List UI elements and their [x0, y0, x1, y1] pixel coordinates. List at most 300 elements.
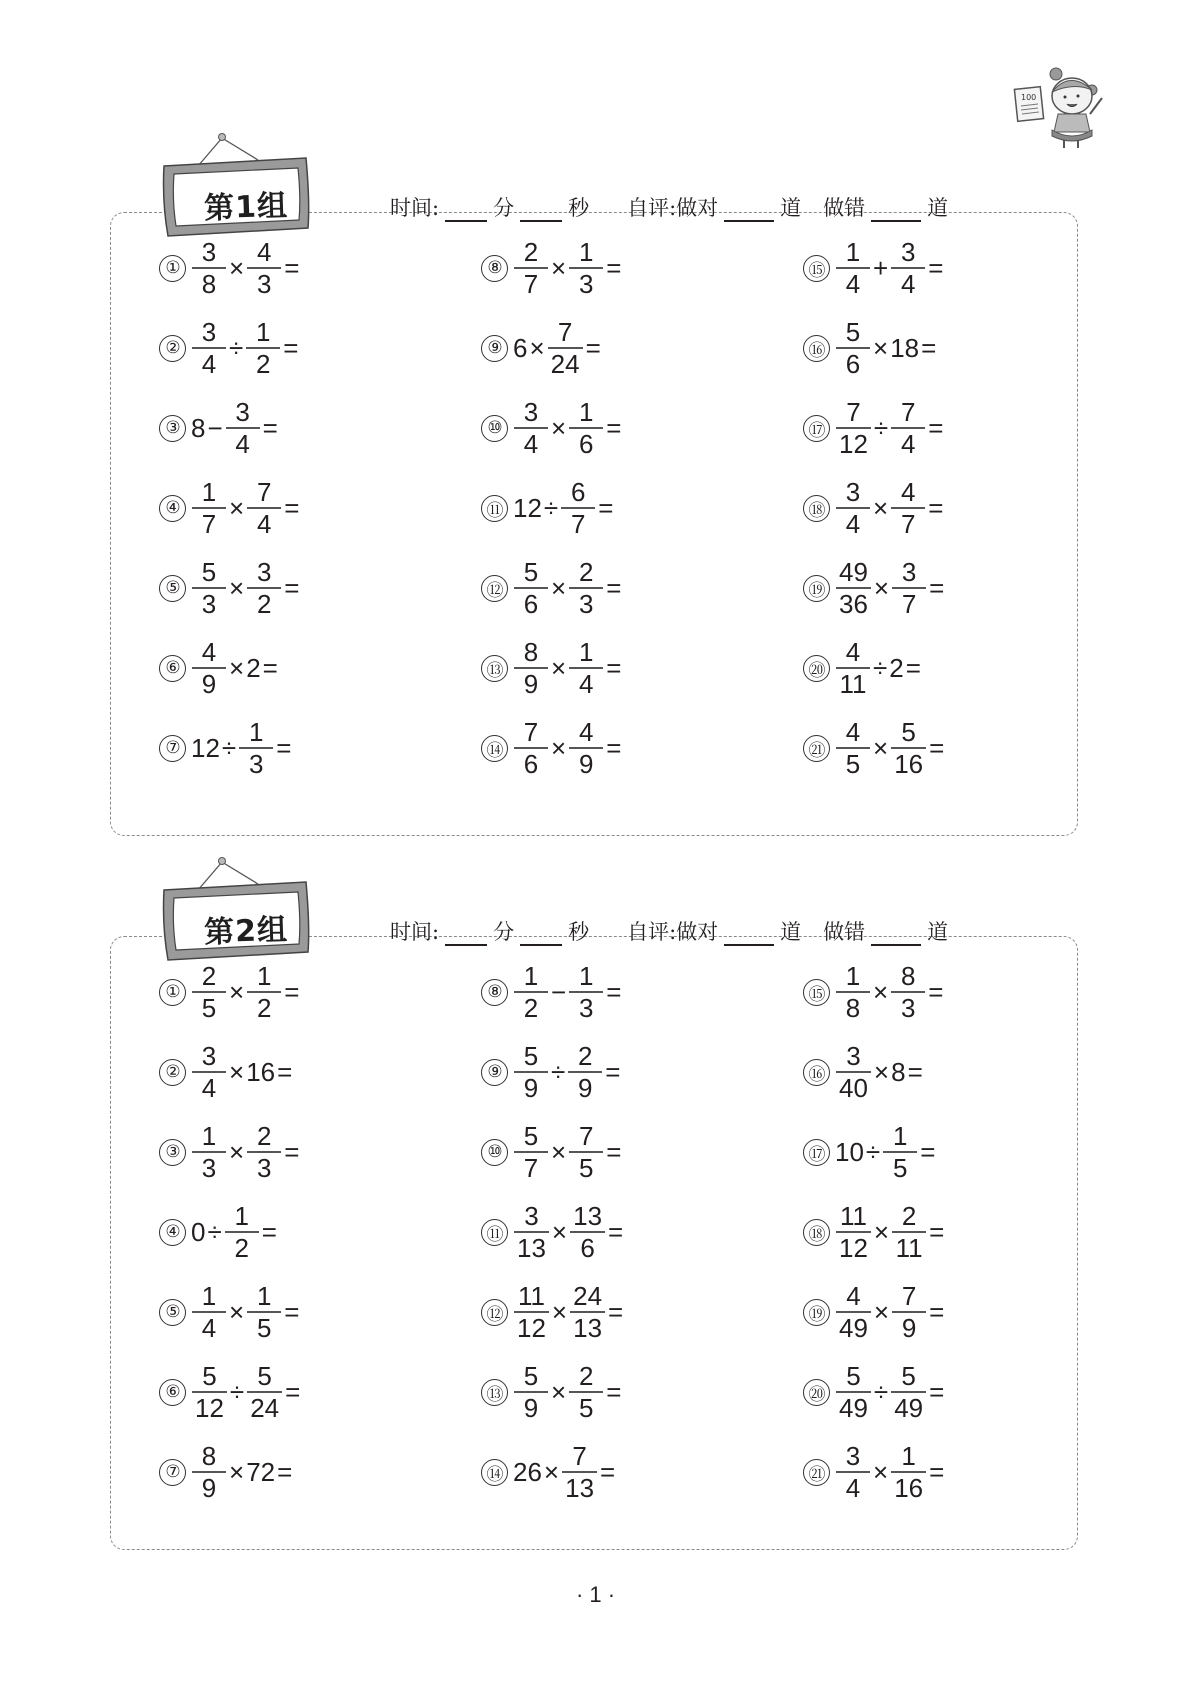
operator: × [229, 1136, 245, 1167]
operator: × [873, 332, 889, 363]
integer: 8 [191, 412, 206, 443]
denominator: 6 [845, 348, 861, 379]
numerator: 2 [523, 237, 539, 268]
minutes-unit: 分 [493, 196, 515, 220]
fraction [836, 1361, 871, 1423]
denominator: 2 [256, 588, 272, 619]
numerator: 6 [570, 477, 586, 508]
operator: ÷ [865, 1136, 881, 1167]
problem-item [803, 1437, 945, 1507]
equals-sign: = [284, 1136, 300, 1167]
equals-sign: = [929, 1456, 945, 1487]
equals-sign: = [284, 492, 300, 523]
problem-number: ④ [159, 495, 186, 522]
numerator: 1 [578, 637, 594, 668]
integer: 12 [191, 732, 220, 763]
fraction [225, 1201, 259, 1263]
numerator: 7 [900, 397, 916, 428]
fraction [883, 1121, 917, 1183]
problem-number: ⑲ [803, 575, 830, 602]
operator: × [551, 252, 567, 283]
fraction [569, 637, 603, 699]
denominator: 3 [201, 1152, 217, 1183]
operator: × [229, 1056, 245, 1087]
problem-item [159, 1277, 300, 1347]
group-title: 第1组 [203, 188, 289, 227]
problem-item [481, 1037, 621, 1107]
fraction [514, 1041, 548, 1103]
numerator: 3 [900, 237, 916, 268]
equals-sign: = [277, 1456, 293, 1487]
equals-sign: = [907, 1056, 923, 1087]
numerator: 7 [557, 317, 573, 348]
fraction [836, 961, 870, 1023]
wrong-count-blank[interactable] [871, 926, 921, 946]
problem-number: ⑪ [481, 1219, 508, 1246]
problem-number: ⑨ [481, 1059, 508, 1086]
self-eval-label: 自评:做对 [627, 920, 719, 944]
denominator: 11 [895, 1232, 923, 1263]
page-number: · 1 · [575, 1582, 616, 1607]
fraction [247, 1361, 282, 1423]
denominator: 7 [523, 268, 539, 299]
integer: 6 [513, 332, 528, 363]
equals-sign: = [905, 652, 921, 683]
operator: × [873, 1056, 890, 1087]
numerator: 1 [523, 961, 539, 992]
numerator: 4 [201, 637, 217, 668]
operator: × [873, 492, 889, 523]
operator: ÷ [551, 1056, 566, 1087]
fraction [892, 1281, 926, 1343]
problem-item [159, 1197, 278, 1267]
problem-item [803, 1197, 945, 1267]
group-header [160, 132, 1090, 242]
problem-number: ⑬ [481, 655, 508, 682]
operator: − [207, 412, 223, 443]
operator: ÷ [229, 332, 244, 363]
operator: × [551, 412, 567, 443]
denominator: 24 [550, 348, 580, 379]
numerator: 5 [523, 1361, 539, 1392]
fraction [568, 1041, 602, 1103]
equals-sign: = [920, 1136, 936, 1167]
operator: × [551, 1216, 568, 1247]
problem-number: ⑮ [803, 255, 830, 282]
fraction [836, 1201, 871, 1263]
denominator: 9 [201, 1472, 217, 1503]
problem-item [803, 1117, 936, 1187]
denominator: 4 [201, 1312, 217, 1343]
fraction [891, 397, 925, 459]
equals-sign: = [606, 572, 622, 603]
numerator: 3 [201, 317, 217, 348]
numerator: 5 [523, 1121, 539, 1152]
equals-sign: = [285, 1376, 301, 1407]
fraction [247, 961, 281, 1023]
equals-sign: = [606, 252, 622, 283]
denominator: 12 [839, 1232, 868, 1263]
integer: 0 [191, 1216, 206, 1247]
problem-number: ⑭ [481, 735, 508, 762]
numerator: 8 [523, 637, 539, 668]
numerator: 7 [901, 1281, 917, 1312]
numerator: 2 [901, 1201, 917, 1232]
problem-item [803, 1037, 924, 1107]
equals-sign: = [606, 1376, 622, 1407]
problem-item [481, 313, 602, 383]
operator: × [529, 332, 545, 363]
denominator: 3 [256, 1152, 272, 1183]
fraction [246, 317, 280, 379]
denominator: 5 [578, 1152, 594, 1183]
wrong-unit: 道 [927, 196, 949, 220]
operator: ÷ [873, 652, 888, 683]
numerator: 3 [235, 397, 250, 428]
problem-number: ⑤ [159, 1299, 186, 1326]
fraction [192, 961, 226, 1023]
problem-number: ⑦ [159, 735, 186, 762]
problem-number: ④ [159, 1219, 186, 1246]
equals-sign: = [929, 732, 945, 763]
denominator: 4 [523, 428, 539, 459]
operator: ÷ [873, 412, 889, 443]
denominator: 49 [839, 1312, 868, 1343]
fraction [891, 717, 926, 779]
numerator: 4 [578, 717, 594, 748]
numerator: 3 [524, 1201, 539, 1232]
equals-sign: = [606, 732, 622, 763]
equals-sign: = [606, 1136, 622, 1167]
denominator: 9 [201, 668, 217, 699]
problem-item [803, 1277, 945, 1347]
denominator: 8 [201, 268, 217, 299]
fraction [247, 557, 281, 619]
equals-sign: = [284, 976, 300, 1007]
denominator: 2 [234, 1232, 249, 1263]
numerator: 1 [578, 397, 594, 428]
problem-number: ⑧ [481, 255, 508, 282]
problem-item [803, 633, 922, 703]
equals-sign: = [261, 1216, 277, 1247]
minutes-unit: 分 [493, 920, 515, 944]
fraction [836, 637, 870, 699]
equals-sign: = [928, 412, 944, 443]
numerator: 1 [201, 1281, 217, 1312]
denominator: 5 [256, 1312, 272, 1343]
integer: 2 [889, 652, 904, 683]
problem-item [803, 957, 944, 1027]
denominator: 4 [578, 668, 594, 699]
time-and-self-eval [390, 192, 948, 222]
denominator: 3 [256, 268, 272, 299]
operator: × [229, 572, 245, 603]
equals-sign: = [929, 1296, 945, 1327]
numerator: 3 [523, 397, 539, 428]
problem-item [481, 1437, 616, 1507]
fraction [192, 637, 226, 699]
seconds-unit: 秒 [568, 920, 590, 944]
problem-number: ⑮ [803, 979, 830, 1006]
problem-number: ⑪ [481, 495, 508, 522]
problem-item [481, 1197, 624, 1267]
operator: × [873, 732, 889, 763]
fraction [836, 1281, 871, 1343]
problem-number: ① [159, 979, 186, 1006]
problem-number: ⑰ [803, 415, 830, 442]
fraction [836, 477, 870, 539]
fraction [891, 237, 925, 299]
denominator: 5 [845, 748, 861, 779]
numerator: 4 [256, 237, 272, 268]
correct-count-blank[interactable] [724, 202, 774, 222]
equals-sign: = [929, 1216, 945, 1247]
problem-number: ⑦ [159, 1459, 186, 1486]
minutes-blank[interactable] [445, 202, 487, 222]
operator: × [873, 1216, 890, 1247]
denominator: 3 [578, 588, 594, 619]
denominator: 6 [578, 428, 594, 459]
problem-number: ⑯ [803, 335, 830, 362]
denominator: 4 [900, 428, 916, 459]
operator: × [543, 1456, 560, 1487]
numerator: 3 [846, 1041, 861, 1072]
fraction [569, 557, 603, 619]
operator: × [229, 652, 245, 683]
denominator: 49 [894, 1392, 924, 1423]
problem-item [481, 1277, 624, 1347]
problem-item [159, 1117, 300, 1187]
fraction [514, 557, 548, 619]
correct-unit: 道 [780, 196, 802, 220]
integer: 26 [513, 1456, 542, 1487]
fraction [836, 1041, 871, 1103]
numerator: 5 [846, 1361, 861, 1392]
operator: − [551, 976, 567, 1007]
operator: × [229, 1296, 245, 1327]
denominator: 12 [195, 1392, 224, 1423]
group-title-sign [160, 132, 320, 242]
fraction [569, 1361, 603, 1423]
operator: × [551, 1376, 567, 1407]
operator: × [873, 976, 889, 1007]
fraction [192, 1361, 227, 1423]
denominator: 2 [256, 992, 272, 1023]
equals-sign: = [585, 332, 601, 363]
correct-count-blank[interactable] [724, 926, 774, 946]
denominator: 6 [580, 1232, 595, 1263]
equals-sign: = [929, 1376, 945, 1407]
denominator: 3 [578, 992, 594, 1023]
numerator: 5 [901, 717, 916, 748]
numerator: 4 [845, 717, 861, 748]
numerator: 1 [901, 1441, 916, 1472]
operator: × [229, 976, 245, 1007]
group-title-sign [160, 856, 320, 966]
equals-sign: = [608, 1296, 624, 1327]
operator: × [551, 1136, 567, 1167]
equals-sign: = [921, 332, 937, 363]
problem-number: ⑳ [803, 1379, 830, 1406]
numerator: 3 [845, 477, 861, 508]
numerator: 1 [256, 317, 271, 348]
integer: 72 [246, 1456, 276, 1487]
numerator: 1 [248, 717, 264, 748]
fraction [569, 961, 603, 1023]
denominator: 9 [578, 748, 594, 779]
operator: ÷ [543, 492, 559, 523]
denominator: 5 [578, 1392, 594, 1423]
problem-item [803, 313, 937, 383]
numerator: 7 [523, 717, 539, 748]
fraction [891, 1441, 926, 1503]
denominator: 9 [523, 668, 539, 699]
problem-number: ⑬ [481, 1379, 508, 1406]
operator: × [551, 1296, 568, 1327]
operator: × [873, 572, 890, 603]
integer: 8 [891, 1056, 906, 1087]
minutes-blank[interactable] [445, 926, 487, 946]
fraction [836, 1441, 870, 1503]
numerator: 2 [578, 557, 594, 588]
numerator: 4 [900, 477, 916, 508]
fraction [192, 1041, 226, 1103]
equals-sign: = [284, 1296, 300, 1327]
time-and-self-eval [390, 916, 948, 946]
equals-sign: = [276, 732, 292, 763]
fraction [570, 1201, 605, 1263]
problem-item [481, 633, 622, 703]
numerator: 2 [578, 1041, 593, 1072]
problem-item [803, 1357, 945, 1427]
time-label: 时间: [390, 196, 440, 220]
operator: × [229, 492, 245, 523]
fraction [514, 717, 548, 779]
wrong-unit: 道 [927, 920, 949, 944]
problem-number: ③ [159, 415, 186, 442]
fraction [836, 397, 871, 459]
numerator: 3 [256, 557, 272, 588]
equals-sign: = [277, 1056, 293, 1087]
integer: 2 [246, 652, 261, 683]
fraction [514, 1201, 549, 1263]
denominator: 11 [839, 668, 867, 699]
denominator: 7 [901, 588, 917, 619]
denominator: 12 [517, 1312, 546, 1343]
fraction [192, 477, 226, 539]
mascot-sign-text: 100 [1021, 93, 1037, 102]
operator: × [229, 252, 245, 283]
numerator: 5 [845, 317, 861, 348]
operator: ÷ [221, 732, 237, 763]
fraction [514, 637, 548, 699]
numerator: 1 [892, 1121, 908, 1152]
problem-number: ⑩ [481, 1139, 508, 1166]
numerator: 11 [517, 1281, 545, 1312]
operator: ÷ [873, 1376, 889, 1407]
problem-item [481, 713, 622, 783]
fraction [514, 1281, 549, 1343]
denominator: 4 [845, 1472, 861, 1503]
problem-box [110, 212, 1078, 836]
fraction [247, 1121, 281, 1183]
numerator: 1 [578, 961, 594, 992]
problem-item [159, 713, 292, 783]
wrong-count-blank[interactable] [871, 202, 921, 222]
denominator: 4 [235, 428, 250, 459]
operator: × [551, 572, 567, 603]
problem-item [159, 313, 299, 383]
equals-sign: = [283, 332, 299, 363]
denominator: 5 [201, 992, 217, 1023]
problem-number: ⑱ [803, 495, 830, 522]
seconds-blank[interactable] [520, 926, 562, 946]
denominator: 4 [900, 268, 916, 299]
fraction [569, 397, 603, 459]
operator: + [873, 252, 889, 283]
denominator: 6 [523, 588, 539, 619]
denominator: 2 [523, 992, 539, 1023]
equals-sign: = [598, 492, 614, 523]
integer: 16 [246, 1056, 276, 1087]
fraction [192, 317, 226, 379]
numerator: 7 [572, 1441, 587, 1472]
fraction [514, 1121, 548, 1183]
problem-item [159, 633, 279, 703]
group-header [160, 856, 1090, 966]
fraction [561, 477, 595, 539]
problem-number: ⑲ [803, 1299, 830, 1326]
integer: 18 [890, 332, 920, 363]
denominator: 4 [256, 508, 272, 539]
denominator: 40 [839, 1072, 868, 1103]
denominator: 3 [201, 588, 217, 619]
equals-sign: = [608, 1216, 624, 1247]
time-label: 时间: [390, 920, 440, 944]
numerator: 4 [845, 637, 861, 668]
integer: 12 [513, 492, 542, 523]
denominator: 4 [201, 1072, 217, 1103]
fraction [192, 237, 226, 299]
equals-sign: = [284, 572, 300, 603]
numerator: 5 [523, 1041, 539, 1072]
problem-item [481, 1117, 622, 1187]
numerator: 1 [201, 1121, 217, 1152]
equals-sign: = [928, 492, 944, 523]
problem-number: ② [159, 1059, 186, 1086]
numerator: 5 [523, 557, 539, 588]
fraction [892, 557, 926, 619]
denominator: 49 [839, 1392, 868, 1423]
denominator: 3 [578, 268, 594, 299]
denominator: 16 [894, 1472, 924, 1503]
operator: × [229, 1456, 245, 1487]
equals-sign: = [605, 1056, 621, 1087]
fraction [514, 961, 548, 1023]
self-eval-label: 自评:做对 [627, 196, 719, 220]
numerator: 24 [573, 1281, 603, 1312]
problem-number: ⑳ [803, 655, 830, 682]
seconds-blank[interactable] [520, 202, 562, 222]
fraction [891, 477, 925, 539]
fraction [514, 397, 548, 459]
fraction [192, 1281, 226, 1343]
denominator: 9 [901, 1312, 917, 1343]
denominator: 9 [578, 1072, 593, 1103]
problem-item [803, 713, 945, 783]
operator: × [551, 732, 567, 763]
denominator: 8 [845, 992, 861, 1023]
